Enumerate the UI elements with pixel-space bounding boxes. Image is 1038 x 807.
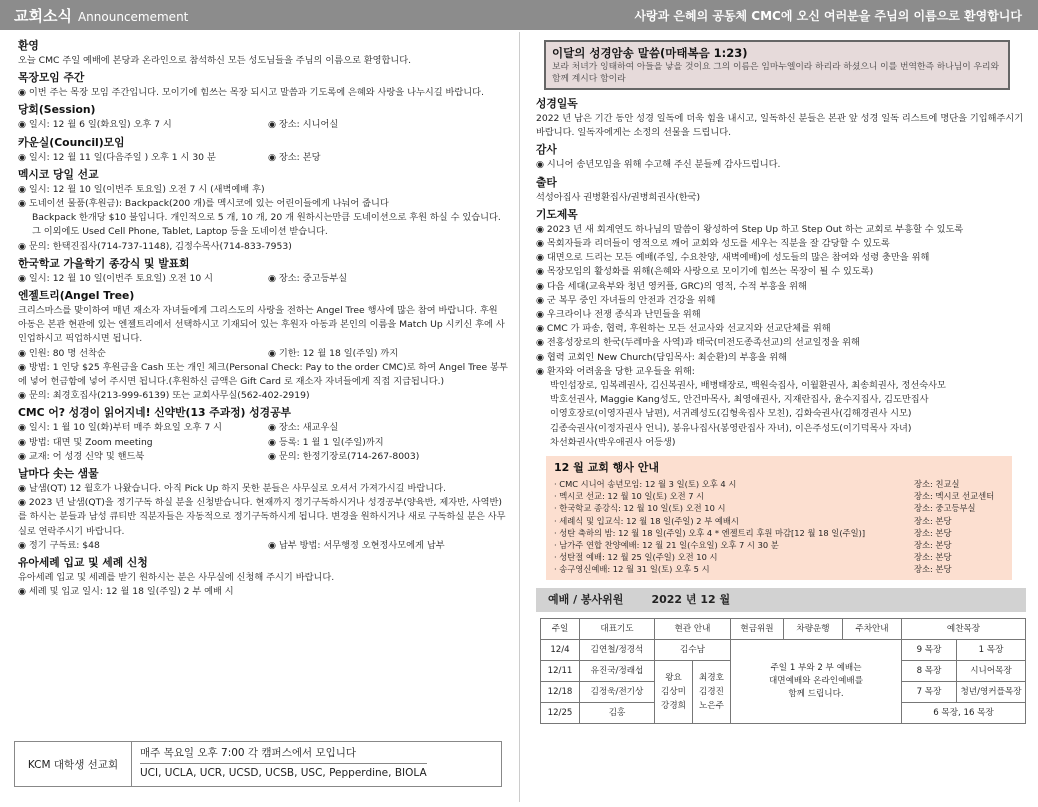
section-text: ◉ 등록: 1 월 1 일(주일)까지 (268, 436, 384, 448)
section-text: ◉ 교재: 어 성경 신약 및 핸드북 (18, 450, 145, 462)
section-text: ◉ 도네이션 물품(후원금): Backpack(200 개)를 멕시코에 있는 어린이들에게 나눠어 줍니다 (18, 198, 389, 210)
event-item: · 성탄절 예배: 12 월 25 일(주일) 오전 10 시 장소: 본당 (554, 552, 952, 563)
event-item: · 송구영신예배: 12 월 31 일(토) 오후 5 시 장소: 본당 (554, 564, 952, 575)
section-text: ◉ 문의: 최경호집사(213-999-6139) 또는 교회사무실(562-402-2919) (18, 390, 310, 402)
table-row: 12/4 김연철/정경석 김수남 주일 1 부와 2 부 예배는 대면예배와 온라인예배를 함께 드립니다. 9 목장 1 목장 (541, 639, 1026, 660)
section-text: ◉ 일시: 12 월 10 일(이번주 토요일) 오전 7 시 (새벽예배 후) (18, 183, 265, 195)
verse-text: 보라 처녀가 잉태하여 아들을 낳을 것이요 그의 이름은 임마누엘이라 하리라 하셨으니 이를 번역한즉 하나님이 우리와 함께 계시다 함이라 (552, 62, 1000, 84)
kcm-line: 매주 목요일 오후 7:00 각 캠퍼스에서 모입니다 (140, 744, 427, 764)
section-text: ◉ 방법: 1 인당 $25 후원금을 Cash 또는 개인 체크(Personal Check: Pay to the order CMC)로 하여 Angel Tree 봉투에 넣어 헌금함에 넣어 주시면 됩니다.(후원하신 금액은 Gift Card 로 재소자 자녀들에게 직접 지급됩니다.) (18, 361, 508, 388)
prayer-item: ◉ 다음 세대(교육부와 청년 영커플, GRC)의 영적, 수적 부흥을 위해 (536, 280, 807, 292)
verse-title: 이달의 성경암송 말씀(마태복음 1:23) (552, 46, 748, 60)
section-text: ◉ 장소: 본당 (268, 151, 321, 163)
column-divider (519, 32, 520, 802)
section-text: 2022 년 남은 기간 동안 성경 일독에 더욱 힘을 내시고, 일독하신 분들은 본관 앞 성경 일독 리스트에 명단을 기입해주시기 바랍니다. 일독자에게는 소정의 선물을 드립니다. (536, 113, 1024, 139)
section-heading: 감사 (536, 143, 557, 157)
section-text: ◉ 정기 구독료: $48 (18, 539, 100, 551)
section-text: ◉ 문의: 한정기장로(714-267-8003) (268, 450, 420, 462)
header-welcome: 사랑과 은혜의 공동체 CMC에 오신 여러분을 주님의 이름으로 환영합니다 (634, 9, 1022, 23)
section-heading: 기도제목 (536, 207, 578, 221)
section-heading: 목장모임 주간 (18, 71, 85, 85)
verse-box (544, 40, 1010, 90)
event-box (546, 456, 1012, 580)
section-text: ◉ 장소: 시니어실 (268, 119, 339, 131)
table-row: 12/11 유진국/정래섭 왕요 김상미 강경희 최경호 김경진 노은주 8 목장 시니어목장 (541, 660, 1026, 681)
prayer-item: ◉ 환자와 어려움을 당한 교우들을 위해: (536, 365, 695, 377)
prayer-item: ◉ 목장모임의 활성화를 위해(은혜와 사랑으로 모이기에 힘쓰는 목장이 될 수 있도록) (536, 266, 874, 278)
event-item: · CMC 시니어 송년모임: 12 월 3 일(토) 오후 4 시 장소: 친교실 (554, 479, 960, 490)
section-text: ◉ 이번 주는 목장 모임 주간입니다. 모이기에 힘쓰는 목장 되시고 말씀과 기도록에 은혜와 사랑을 나누시길 바랍니다. (18, 87, 484, 99)
section-text: 크리스마스를 맞이하여 매년 재소자 자녀들에게 그리스도의 사랑을 전하는 Angel Tree 행사에 많은 참여 바랍니다. 후원 아동은 본관 현관에 있는 엔젤트리에서 선택하시고 기재되어 있는 후원자 아동과 본인의 이름을 Match Up 시키신 후에 사인업하시고 픽업하시면 됩니다. (18, 305, 505, 345)
prayer-item: ◉ 군 복무 중인 자녀들의 안전과 건강을 위해 (536, 294, 716, 306)
section-text: 유아세례 입교 및 세례를 받기 원하시는 분은 사무실에 신청해 주시기 바랍니다. (18, 572, 335, 584)
prayer-item: ◉ 2023 년 새 회계연도 하나님의 말씀이 왕성하여 Step Up 하고 Step Out 하는 교회로 부흥할 수 있도록 (536, 223, 964, 235)
sick-list-line: 이영호장로(이영자권사 남편), 서귀례성도(김형욱집사 모친), 김화숙권사(김해경권사 시모) (550, 408, 912, 420)
kcm-box (14, 741, 502, 787)
header-bar (0, 0, 1038, 30)
table-row: 12/18 김정욱/전기상 7 목장 청년/영커플목장 (541, 681, 1026, 702)
header-title: 교회소식 Announcemement (14, 7, 189, 25)
prayer-item: ◉ CMC 가 파송, 협력, 후원하는 모든 선교사와 선교지와 선교단체를 위해 (536, 323, 831, 335)
section-text: ◉ 세례 및 입교 일시: 12 월 18 일(주일) 2 부 예배 시 (18, 586, 234, 598)
prayer-item: ◉ 대면으로 드리는 모든 예배(주일, 수요찬양, 새벽예배)에 성도들의 많은 참여와 성령 충만을 위해 (536, 252, 930, 264)
kcm-label: KCM 대학생 선교회 (15, 742, 132, 786)
sick-list-line: 박인섭장로, 임복례권사, 김신복권사, 배병태장로, 백원숙집사, 이월환권사, 최송희권사, 정선숙사모 (550, 380, 946, 392)
section-text: ◉ 일시: 12 월 6 일(화요일) 오후 7 시 (18, 119, 172, 131)
worship-bar: 예배 / 봉사위원 2022 년 12 월 (536, 588, 1026, 612)
left-column (18, 36, 508, 599)
worship-table (540, 618, 1026, 724)
section-text: ◉ 시니어 송년모임을 위해 수고해 주신 분들께 감사드립니다. (536, 159, 781, 171)
table-row: 12/25 김홍 6 목장, 16 목장 (541, 702, 1026, 723)
section-text: 석성아집사 권병환집사/권병희권사(한국) (536, 191, 701, 203)
prayer-item: ◉ 우크라이나 전쟁 종식과 난민들을 위해 (536, 309, 701, 321)
section-heading: 한국학교 가을학기 종강식 및 발표회 (18, 256, 190, 270)
section-text: ◉ 인원: 80 명 선착순 (18, 347, 106, 359)
section-text: 오늘 CMC 주일 예배에 본당과 온라인으로 참석하신 모든 성도님들을 주님의 이름으로 환영합니다. (18, 55, 412, 66)
prayer-item: ◉ 목회자들과 리더들이 영적으로 깨어 교회와 성도를 세우는 직분을 잘 감당할 수 있도록 (536, 238, 890, 250)
section-heading: 출타 (536, 175, 557, 189)
section-text: Backpack 한개당 $10 불입니다. 개인적으로 5 개, 10 개, 20 개 원하시는만큼 도네이션으로 후원 하실 수 있습니다. 그 이외에도 Used Cell Phone, Tablet, Laptop 등을 도네이션 받습니다. (32, 212, 501, 238)
table-row: 주일 대표기도 현관 안내 현금위원 차량운행 주차안내 예찬목장 (541, 618, 1026, 639)
section-text: ◉ 날샘(QT) 12 월호가 나왔습니다. 아직 Pick Up 하지 못한 분들은 사무실로 오셔서 가져가시길 바랍니다. (18, 483, 446, 495)
section-heading: 엔젤트리(Angel Tree) (18, 289, 135, 303)
event-item: · 멕시코 선교: 12 월 10 일(토) 오전 7 시 장소: 멕시코 선교센터 (554, 491, 995, 502)
kcm-line: UCI, UCLA, UCR, UCSD, UCSB, USC, Pepperdine, BIOLA (140, 767, 427, 779)
section-text: ◉ 납부 방법: 서무행정 오현정사모에게 납부 (268, 539, 445, 551)
sick-list-line: 박호선권사, Maggie Kang성도, 안건마목사, 최영애권사, 지재란집사, 윤수지집사, 김도만집사 (550, 394, 929, 406)
section-heading: 멕시코 당일 선교 (18, 167, 99, 181)
event-item: · 한국학교 종강식: 12 월 10 일(토) 오전 10 시 장소: 중고등부실 (554, 503, 976, 514)
prayer-item: ◉ 전홍성장로의 한국(두레마을 사역)과 태국(미전도종족선교)의 선교일정을 위해 (536, 337, 860, 349)
section-heading: CMC 어? 성경이 읽어지네! 신약반(13 주과정) 성경공부 (18, 406, 291, 420)
section-heading: 환영 (18, 39, 39, 52)
section-text: ◉ 일시: 12 월 10 일(이번주 토요일) 오전 10 시 (18, 272, 214, 284)
event-item: · 남가주 연합 찬양예배: 12 월 21 일(수요일) 오후 7 시 30 분 장소: 본당 (554, 540, 952, 551)
section-heading: 성경일독 (536, 97, 578, 110)
sick-list-line: 차선화권사(박우애권사 어등생) (550, 436, 676, 448)
section-text: ◉ 문의: 한택진집사(714-737-1148), 김정수목사(714-833-7953) (18, 240, 292, 252)
event-item: · 성탄 축하의 밤: 12 월 18 일(주일) 오후 4 * 엔젤트리 후원 마감[12 월 18 일(주일)] 장소: 본당 (554, 527, 952, 538)
section-text: ◉ 장소: 중고등부실 (268, 272, 348, 284)
right-column (536, 36, 1026, 724)
section-heading: 당회(Session) (18, 103, 96, 117)
section-text: ◉ 기한: 12 월 18 일(주일) 까지 (268, 347, 399, 359)
section-text: ◉ 장소: 새교우실 (268, 422, 339, 434)
section-text: ◉ 2023 년 날샘(QT)을 정기구독 하실 분을 신청받습니다. 현재까지 정기구독하시거나 성경공부(양육반, 제자반, 사역반)를 하시는 분들과 남성 큐티반 직분자들은 자동적으로 정기구독하시게 됩니다. 변경을 원하시거나 새로 구독하실 분은 사무실로 연락주시기 바랍니다. (18, 497, 506, 537)
sick-list-line: 김종숙권사(이정자권사 언니), 봉유나집사(봉영란집사 자녀), 이은주성도(이기덕목사 자녀) (550, 422, 912, 434)
section-text: ◉ 일시: 12 월 11 일(다음주일 ) 오후 1 시 30 분 (18, 151, 216, 163)
section-heading: 카운실(Council)모임 (18, 135, 125, 149)
event-item: · 세례식 및 입교식: 12 월 18 일(주일) 2 부 예배시 장소: 본당 (554, 515, 952, 526)
section-heading: 날마다 솟는 샘물 (18, 467, 99, 481)
section-heading: 유아세례 입교 및 세례 신청 (18, 556, 148, 570)
section-text: ◉ 방법: 대면 및 Zoom meeting (18, 436, 153, 448)
section-text: ◉ 일시: 1 월 10 일(화)부터 매주 화요일 오후 7 시 (18, 422, 222, 434)
event-title: 12 월 교회 행사 안내 (554, 461, 660, 475)
prayer-item: ◉ 협력 교회인 New Church(담임목사: 최순환)의 부흥을 위해 (536, 351, 788, 363)
